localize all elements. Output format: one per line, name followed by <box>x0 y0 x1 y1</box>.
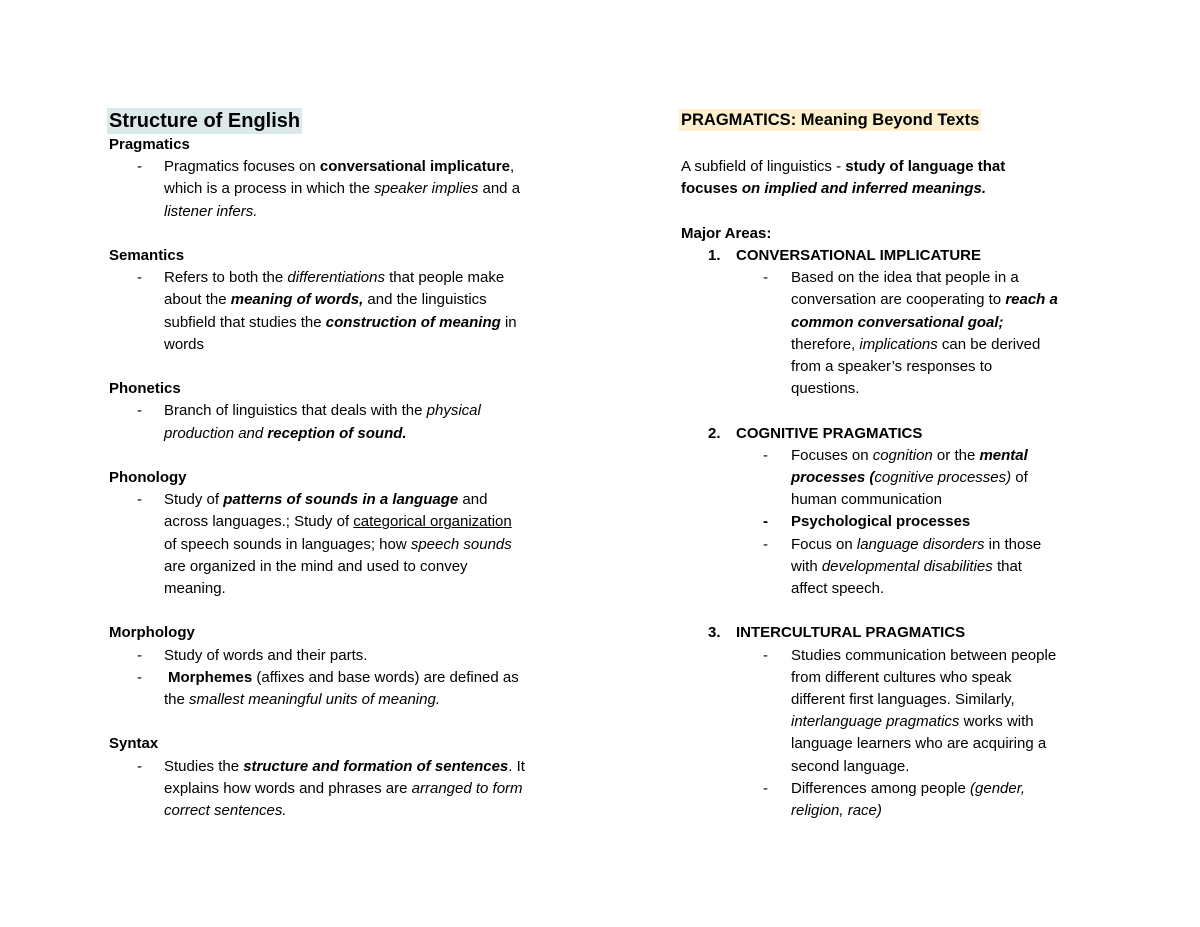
list-item-continued: are organized in the mind and used to convey <box>164 557 468 575</box>
bullet-dash: - <box>763 535 768 553</box>
list-item-continued: production and reception of sound. <box>164 424 407 442</box>
list-item-continued: processes (cognitive processes) of <box>791 469 1028 486</box>
numbered-heading-conversational-implicature: 1. CONVERSATIONAL IMPLICATURE <box>708 246 982 264</box>
list-item-continued: affect speech. <box>791 580 885 598</box>
section-heading-syntax: Syntax <box>109 735 159 753</box>
list-item: - Studies the structure and formation of sentences. It <box>109 756 579 778</box>
list-item-continued: interlanguage pragmatics works with <box>791 713 1034 731</box>
list-item-continued: which is a process in which the speaker implies and a <box>164 180 521 198</box>
list-item-continued: listener infers. <box>164 202 258 220</box>
bullet-dash: - <box>137 646 142 664</box>
section-heading-pragmatics: Pragmatics <box>109 136 190 153</box>
list-item: - Psychological processes <box>681 511 1121 533</box>
list-item: - Based on the idea that people in a <box>681 267 1121 289</box>
bullet-dash: - <box>763 513 768 531</box>
list-item: - Refers to both the differentiations that people make <box>109 267 579 289</box>
list-item: - Study of patterns of sounds in a language and <box>109 489 579 511</box>
bullet-dash: - <box>763 269 768 287</box>
major-areas-heading: Major Areas: <box>681 224 772 242</box>
bullet-dash: - <box>763 446 768 464</box>
list-item-continued: questions. <box>791 380 860 398</box>
intro-line: focuses on implied and inferred meanings. <box>681 180 987 198</box>
list-item-continued: correct sentences. <box>164 802 287 820</box>
list-item: - Study of words and their parts. <box>109 645 579 667</box>
list-item-continued: about the meaning of words, and the linguistics <box>164 291 487 309</box>
list-item-continued: language learners who are acquiring a <box>791 735 1047 753</box>
list-item-continued: second language. <box>791 757 910 775</box>
page-title-pragmatics: PRAGMATICS: Meaning Beyond Texts <box>681 111 980 129</box>
list-item-continued: human communication <box>791 491 942 509</box>
numbered-heading-intercultural-pragmatics: 3. INTERCULTURAL PRAGMATICS <box>708 624 966 642</box>
list-item-continued: with developmental disabilities that <box>791 557 1022 575</box>
section-heading-phonology: Phonology <box>109 469 187 486</box>
list-item: - Differences among people (gender, <box>681 778 1121 800</box>
intro-line: A subfield of linguistics - study of language that <box>681 158 1006 176</box>
list-item: - Focus on language disorders in those <box>681 534 1121 556</box>
list-item-continued: subfield that studies the construction of meaning in <box>164 313 517 331</box>
bullet-dash: - <box>137 402 142 420</box>
bullet-dash: - <box>137 269 142 287</box>
bullet-dash: - <box>137 491 142 509</box>
list-item: - Studies communication between people <box>681 645 1121 667</box>
list-item-continued: conversation are cooperating to reach a <box>791 291 1058 309</box>
bullet-dash: - <box>137 158 142 176</box>
list-item-continued: common conversational goal; <box>791 313 1004 331</box>
list-item-continued: therefore, implications can be derived <box>791 335 1041 353</box>
list-item-continued: different first languages. Similarly, <box>791 691 1015 709</box>
numbered-heading-cognitive-pragmatics: 2. COGNITIVE PRAGMATICS <box>708 424 923 442</box>
list-item: - Branch of linguistics that deals with the physical <box>109 400 579 422</box>
list-item: - Pragmatics focuses on conversational implicature, <box>109 156 579 178</box>
bullet-dash: - <box>137 757 142 775</box>
list-item-continued: the smallest meaningful units of meaning. <box>164 691 440 709</box>
list-item-continued: of speech sounds in languages; how speech sounds <box>164 535 512 553</box>
left-column <box>109 108 579 822</box>
list-item: - Morphemes (affixes and base words) are defined as <box>109 667 579 689</box>
section-heading-morphology: Morphology <box>109 624 195 642</box>
list-item-continued: from a speaker’s responses to <box>791 358 993 375</box>
page-title-structure-of-english: Structure of English <box>109 110 301 132</box>
left-title-row <box>109 108 579 134</box>
list-item-continued: words <box>164 335 205 353</box>
right-column <box>681 108 1121 822</box>
list-item-continued: meaning. <box>164 580 226 598</box>
list-item: - Focuses on cognition or the mental <box>681 445 1121 467</box>
right-title-row <box>681 108 1121 134</box>
bullet-dash: - <box>763 646 768 664</box>
list-item-continued: from different cultures who speak <box>791 668 1012 686</box>
list-item-continued: across languages.; Study of categorical organization <box>164 513 512 531</box>
bullet-dash: - <box>763 779 768 797</box>
section-heading-phonetics: Phonetics <box>109 380 181 398</box>
bullet-dash: - <box>137 668 142 686</box>
list-item-continued: religion, race) <box>791 802 882 820</box>
section-heading-semantics: Semantics <box>109 247 185 264</box>
list-item-continued: explains how words and phrases are arranged to form <box>164 779 523 797</box>
